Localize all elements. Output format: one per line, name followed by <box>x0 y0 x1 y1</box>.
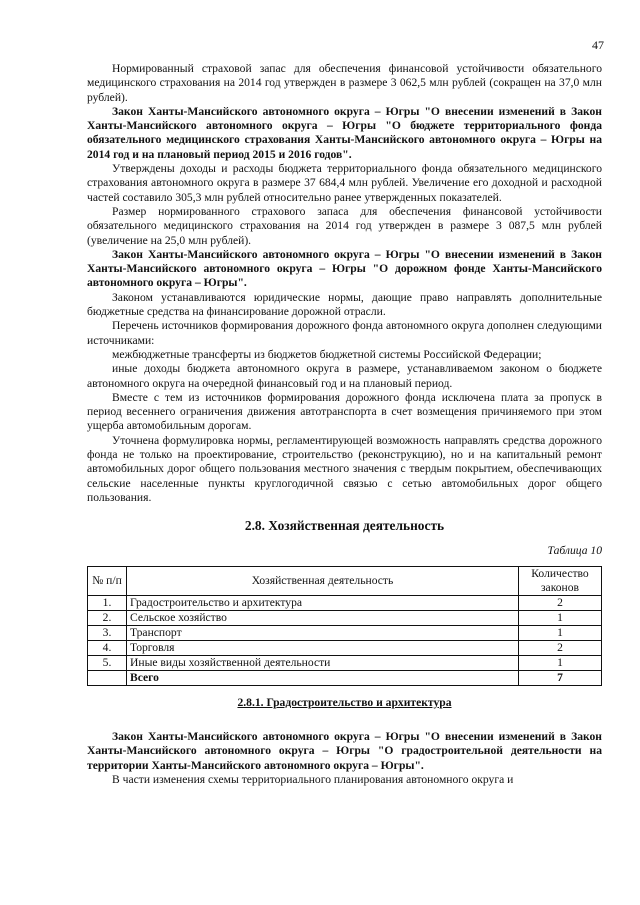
paragraph: Закон Ханты-Мансийского автономного округа – Югры "О внесении изменений в Закон Ханты-Мансийского автономного округа – Югры "О дорожном фонде Ханты-Мансийского автономного округа – Югры". <box>87 247 602 290</box>
header-activity: Хозяйственная деятельность <box>127 566 519 595</box>
table-row <box>88 625 602 640</box>
subsection-title: 2.8.1. Градостроительство и архитектура <box>237 695 452 709</box>
activity-table <box>87 566 602 686</box>
table-caption: Таблица 10 <box>547 543 602 557</box>
row-count: 1 <box>519 655 602 670</box>
table-row <box>88 655 602 670</box>
row-num: 4. <box>88 640 127 655</box>
total-count: 7 <box>519 670 602 685</box>
paragraph: В части изменения схемы территориального планирования автономного округа и <box>112 772 514 786</box>
row-activity: Транспорт <box>127 625 519 640</box>
paragraphs-top <box>87 62 602 505</box>
paragraph: Перечень источников формирования дорожного фонда автономного округа дополнен следующими источниками: <box>87 319 602 347</box>
paragraphs-bottom <box>87 730 602 787</box>
row-activity: Сельское хозяйство <box>127 610 519 625</box>
table-body <box>88 595 602 670</box>
row-count: 2 <box>519 640 602 655</box>
section-title: 2.8. Хозяйственная деятельность <box>244 518 445 534</box>
row-count: 1 <box>519 625 602 640</box>
row-activity: Градостроительство и архитектура <box>127 595 519 610</box>
row-activity: Иные виды хозяйственной деятельности <box>127 655 519 670</box>
header-num: № п/п <box>88 566 127 595</box>
table-row <box>88 640 602 655</box>
paragraph: Закон Ханты-Мансийского автономного округа – Югры "О внесении изменений в Закон Ханты-Мансийского автономного округа – Югры "О градостроительной деятельности на территории Ханты-Мансийского автономного округа – Югры". <box>87 730 602 772</box>
paragraph: межбюджетные трансферты из бюджетов бюджетной системы Российской Федерации; <box>112 347 542 361</box>
table-row <box>88 595 602 610</box>
paragraph: Нормированный страховой запас для обеспечения финансовой устойчивости обязательного медицинского страхования на 2014 год утвержден в размере 3 062,5 млн рублей (сокращен на 37,0 млн рублей). <box>87 62 602 104</box>
total-label: Всего <box>127 670 519 685</box>
table-row <box>88 610 602 625</box>
row-count: 2 <box>519 595 602 610</box>
total-num-cell <box>88 670 127 685</box>
paragraph: Размер нормированного страхового запаса для обеспечения финансовой устойчивости обязательного медицинского страхования на 2014 год утвержден в размере 3 087,5 млн рублей (увеличение на 25,0 млн рублей). <box>87 204 602 247</box>
paragraph: Утверждены доходы и расходы бюджета территориального фонда обязательного медицинского страхования автономного округа в размере 37 684,4 млн рублей. Увеличение его доходной и расходной частей составило 305,3 млн рублей относительно ранее утвержденных показателей. <box>87 162 602 204</box>
table-header-row <box>88 566 602 595</box>
paragraph: Законом устанавливаются юридические нормы, дающие право направлять дополнительные бюджетные средства на финансирование дорожной отрасли. <box>87 290 602 319</box>
row-num: 5. <box>88 655 127 670</box>
header-count: Количество законов <box>519 566 602 595</box>
row-num: 2. <box>88 610 127 625</box>
document-content <box>87 62 602 787</box>
row-activity: Торговля <box>127 640 519 655</box>
table-total-row <box>88 670 602 685</box>
page-number: 47 <box>592 38 604 52</box>
paragraph: Уточнена формулировка нормы, регламентирующей возможность направлять средства дорожного фонда не только на проектирование, строительство (реконструкцию), но и на капитальный ремонт автомобильных дорог общего пользования местного значения с твердым покрытием, обеспечивающих сельские населенные пункты круглогодичной связью с сетью автомобильных дорог общего пользования. <box>87 433 602 504</box>
row-count: 1 <box>519 610 602 625</box>
paragraph: иные доходы бюджета автономного округа в размере, устанавливаемом законом о бюджете автономного округа на очередной финансовый год и на плановый период. <box>87 362 602 390</box>
row-num: 3. <box>88 625 127 640</box>
paragraph: Вместе с тем из источников формирования дорожного фонда исключена плата за пропуск в период весеннего ограничения движения автотранспорта в счет возмещения причиняемого при этом ущерба автомобильным дорогам. <box>87 390 602 433</box>
row-num: 1. <box>88 595 127 610</box>
paragraph: Закон Ханты-Мансийского автономного округа – Югры "О внесении изменений в Закон Ханты-Мансийского автономного округа – Югры "О бюджете территориального фонда обязательного медицинского страхования Ханты-Мансийского автономного округа – Югры на 2014 год и на плановый период 2015 и 2016 годов". <box>87 104 602 161</box>
